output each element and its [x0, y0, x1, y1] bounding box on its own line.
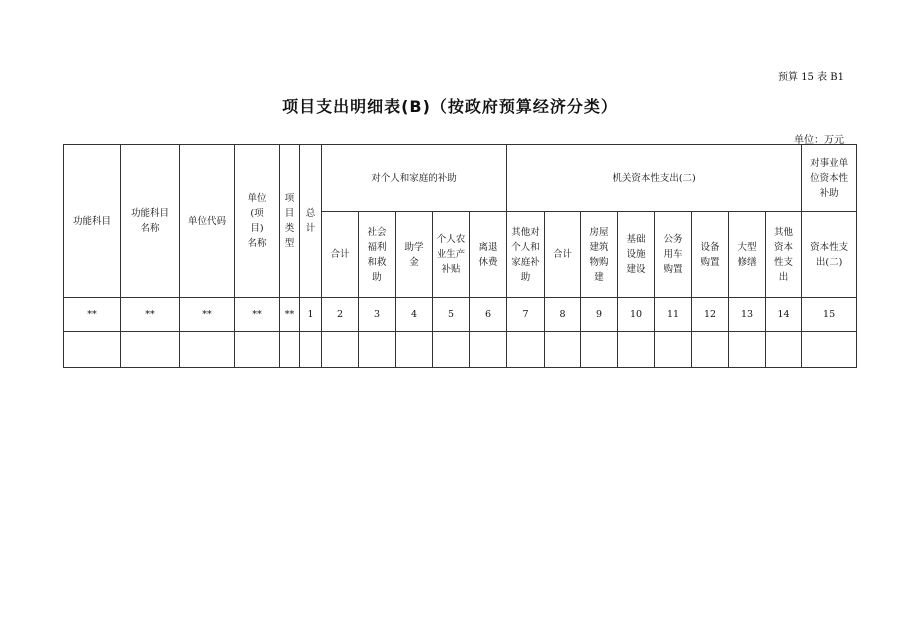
- index-cell-3: 3: [359, 298, 396, 332]
- index-cell-8: 8: [545, 298, 581, 332]
- data-cell: [507, 332, 545, 368]
- data-cell: [180, 332, 235, 368]
- index-cell-1: 1: [300, 298, 322, 332]
- index-cell-unit-code: **: [180, 298, 235, 332]
- index-cell-14: 14: [766, 298, 802, 332]
- header-group-personal: 对个人和家庭的补助: [322, 145, 507, 212]
- header-sub-5: 离退休费: [470, 212, 507, 298]
- index-cell-12: 12: [692, 298, 729, 332]
- header-sub-4: 个人农业生产补贴: [433, 212, 470, 298]
- data-cell: [280, 332, 300, 368]
- index-cell-5: 5: [433, 298, 470, 332]
- header-total: 总计: [300, 145, 322, 298]
- index-cell-4: 4: [396, 298, 433, 332]
- header-sub-10: 公务用车购置: [655, 212, 692, 298]
- index-cell-func-subject: **: [64, 298, 121, 332]
- index-cell-10: 10: [618, 298, 655, 332]
- header-unit-project-name: 单位(项目)名称: [235, 145, 280, 298]
- index-cell-6: 6: [470, 298, 507, 332]
- header-sub-7: 合计: [545, 212, 581, 298]
- header-sub-6: 其他对个人和家庭补助: [507, 212, 545, 298]
- data-cell: [433, 332, 470, 368]
- header-sub-14: 资本性支出(二): [802, 212, 857, 298]
- data-cell: [802, 332, 857, 368]
- index-cell-15: 15: [802, 298, 857, 332]
- header-unit-code: 单位代码: [180, 145, 235, 298]
- form-number: 预算 15 表 B1: [778, 72, 844, 83]
- header-sub-2: 社会福利和救助: [359, 212, 396, 298]
- header-sub-3: 助学金: [396, 212, 433, 298]
- header-sub-12: 大型修缮: [729, 212, 766, 298]
- header-func-subject-name: 功能科目名称: [121, 145, 180, 298]
- unit-label: 单位：万元: [794, 135, 844, 146]
- index-row: [64, 298, 857, 332]
- data-cell: [64, 332, 121, 368]
- data-cell: [618, 332, 655, 368]
- header-sub-9: 基础设施建设: [618, 212, 655, 298]
- data-cell: [729, 332, 766, 368]
- data-cell: [322, 332, 359, 368]
- data-cell: [396, 332, 433, 368]
- data-cell: [470, 332, 507, 368]
- expenditure-table: [63, 144, 857, 368]
- index-cell-project-type: **: [280, 298, 300, 332]
- data-cell: [581, 332, 618, 368]
- index-cell-11: 11: [655, 298, 692, 332]
- header-sub-13: 其他资本性支出: [766, 212, 802, 298]
- data-cell: [655, 332, 692, 368]
- header-sub-1: 合计: [322, 212, 359, 298]
- data-cell: [766, 332, 802, 368]
- data-cell: [359, 332, 396, 368]
- data-cell: [300, 332, 322, 368]
- index-cell-9: 9: [581, 298, 618, 332]
- header-group-subsidy: 对事业单位资本性补助: [802, 145, 857, 212]
- data-cell: [545, 332, 581, 368]
- index-cell-7: 7: [507, 298, 545, 332]
- page-title: 项目支出明细表(B)（按政府预算经济分类）: [282, 97, 618, 116]
- data-cell: [235, 332, 280, 368]
- index-cell-unit-project-name: **: [235, 298, 280, 332]
- index-cell-2: 2: [322, 298, 359, 332]
- header-sub-8: 房屋建筑物购建: [581, 212, 618, 298]
- index-cell-func-subject-name: **: [121, 298, 180, 332]
- data-cell: [692, 332, 729, 368]
- data-cell: [121, 332, 180, 368]
- header-sub-11: 设备购置: [692, 212, 729, 298]
- header-project-type: 项目类型: [280, 145, 300, 298]
- index-cell-13: 13: [729, 298, 766, 332]
- data-row-empty: [64, 332, 857, 368]
- header-func-subject: 功能科目: [64, 145, 121, 298]
- header-group-capital: 机关资本性支出(二): [507, 145, 802, 212]
